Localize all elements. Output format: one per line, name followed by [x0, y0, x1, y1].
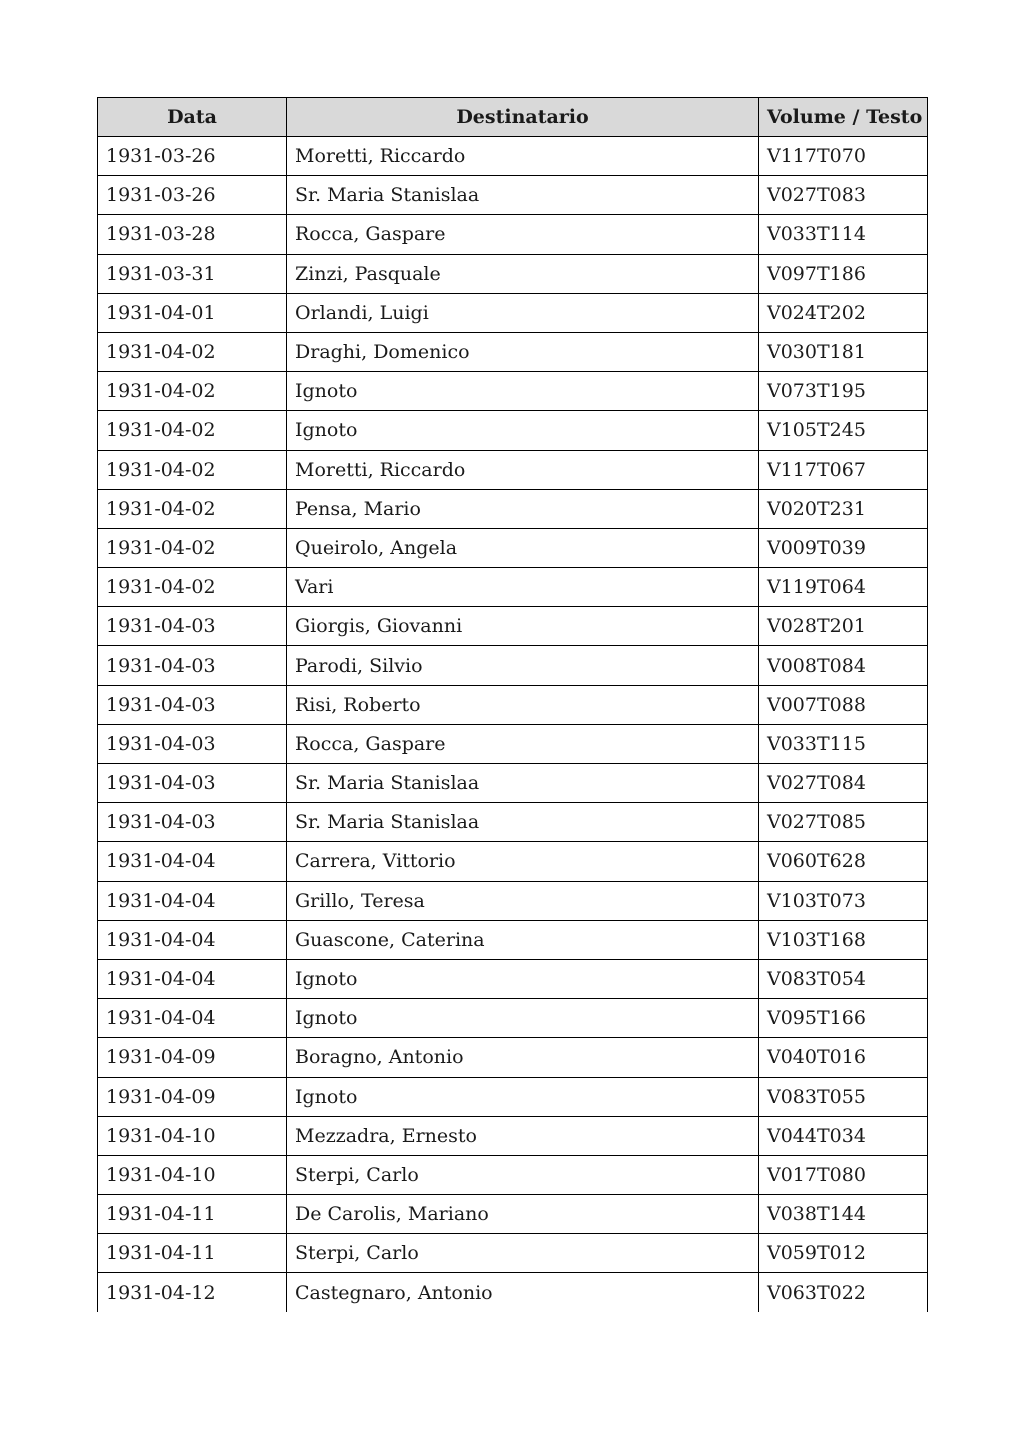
table-row	[98, 372, 928, 411]
cell-volume-text: V117T067	[759, 450, 928, 489]
table-row	[98, 215, 928, 254]
table-row	[98, 489, 928, 528]
table-row	[98, 999, 928, 1038]
header-volume-text: Volume / Testo	[759, 98, 928, 137]
cell-volume-text: V033T114	[759, 215, 928, 254]
table-row	[98, 764, 928, 803]
cell-date: 1931-04-02	[98, 489, 287, 528]
cell-volume-text: V024T202	[759, 293, 928, 332]
cell-volume-text: V060T628	[759, 842, 928, 881]
table-row	[98, 724, 928, 763]
table-row	[98, 293, 928, 332]
table-row	[98, 646, 928, 685]
cell-date: 1931-04-02	[98, 372, 287, 411]
cell-recipient: Sr. Maria Stanislaa	[287, 176, 759, 215]
table-row	[98, 1038, 928, 1077]
cell-date: 1931-04-03	[98, 764, 287, 803]
cell-volume-text: V027T083	[759, 176, 928, 215]
cell-date: 1931-03-31	[98, 254, 287, 293]
cell-volume-text: V020T231	[759, 489, 928, 528]
cell-recipient: Ignoto	[287, 372, 759, 411]
cell-recipient: Guascone, Caterina	[287, 920, 759, 959]
cell-date: 1931-04-02	[98, 450, 287, 489]
cell-date: 1931-04-03	[98, 646, 287, 685]
header-recipient: Destinatario	[287, 98, 759, 137]
cell-recipient: Parodi, Silvio	[287, 646, 759, 685]
cell-volume-text: V017T080	[759, 1155, 928, 1194]
cell-date: 1931-04-01	[98, 293, 287, 332]
cell-date: 1931-03-26	[98, 176, 287, 215]
cell-volume-text: V073T195	[759, 372, 928, 411]
cell-volume-text: V008T084	[759, 646, 928, 685]
cell-volume-text: V097T186	[759, 254, 928, 293]
table-row	[98, 1116, 928, 1155]
table-header	[98, 98, 928, 137]
cell-recipient: Vari	[287, 568, 759, 607]
cell-recipient: Zinzi, Pasquale	[287, 254, 759, 293]
cell-volume-text: V105T245	[759, 411, 928, 450]
cell-recipient: Draghi, Domenico	[287, 332, 759, 371]
cell-recipient: Ignoto	[287, 959, 759, 998]
table-row	[98, 881, 928, 920]
cell-date: 1931-03-28	[98, 215, 287, 254]
letters-table	[97, 97, 928, 1312]
cell-date: 1931-04-10	[98, 1116, 287, 1155]
table-row	[98, 411, 928, 450]
table-row	[98, 607, 928, 646]
cell-date: 1931-04-04	[98, 959, 287, 998]
table-row	[98, 1077, 928, 1116]
cell-recipient: Sterpi, Carlo	[287, 1234, 759, 1273]
table-row	[98, 1234, 928, 1273]
cell-date: 1931-04-11	[98, 1195, 287, 1234]
header-row	[98, 98, 928, 137]
table-row	[98, 137, 928, 176]
cell-recipient: Castegnaro, Antonio	[287, 1273, 759, 1312]
cell-volume-text: V033T115	[759, 724, 928, 763]
cell-date: 1931-04-04	[98, 881, 287, 920]
cell-recipient: De Carolis, Mariano	[287, 1195, 759, 1234]
cell-recipient: Orlandi, Luigi	[287, 293, 759, 332]
table-row	[98, 842, 928, 881]
cell-recipient: Ignoto	[287, 999, 759, 1038]
cell-recipient: Moretti, Riccardo	[287, 450, 759, 489]
cell-date: 1931-04-11	[98, 1234, 287, 1273]
cell-volume-text: V027T084	[759, 764, 928, 803]
table-row	[98, 920, 928, 959]
cell-volume-text: V027T085	[759, 803, 928, 842]
cell-recipient: Sr. Maria Stanislaa	[287, 803, 759, 842]
cell-recipient: Rocca, Gaspare	[287, 215, 759, 254]
cell-date: 1931-04-02	[98, 568, 287, 607]
cell-volume-text: V059T012	[759, 1234, 928, 1273]
cell-recipient: Risi, Roberto	[287, 685, 759, 724]
cell-volume-text: V117T070	[759, 137, 928, 176]
cell-recipient: Boragno, Antonio	[287, 1038, 759, 1077]
cell-recipient: Moretti, Riccardo	[287, 137, 759, 176]
cell-date: 1931-04-04	[98, 920, 287, 959]
cell-volume-text: V063T022	[759, 1273, 928, 1312]
cell-date: 1931-04-03	[98, 685, 287, 724]
cell-recipient: Giorgis, Giovanni	[287, 607, 759, 646]
cell-date: 1931-04-03	[98, 803, 287, 842]
cell-recipient: Sterpi, Carlo	[287, 1155, 759, 1194]
table-row	[98, 803, 928, 842]
cell-date: 1931-04-02	[98, 332, 287, 371]
cell-date: 1931-04-04	[98, 842, 287, 881]
table-row	[98, 1155, 928, 1194]
cell-recipient: Mezzadra, Ernesto	[287, 1116, 759, 1155]
cell-date: 1931-04-09	[98, 1038, 287, 1077]
table-row	[98, 1273, 928, 1312]
cell-date: 1931-04-10	[98, 1155, 287, 1194]
cell-date: 1931-03-26	[98, 137, 287, 176]
cell-recipient: Rocca, Gaspare	[287, 724, 759, 763]
table-row	[98, 450, 928, 489]
cell-volume-text: V119T064	[759, 568, 928, 607]
cell-volume-text: V009T039	[759, 528, 928, 567]
cell-volume-text: V040T016	[759, 1038, 928, 1077]
table-row	[98, 685, 928, 724]
cell-recipient: Ignoto	[287, 1077, 759, 1116]
table-row	[98, 528, 928, 567]
cell-volume-text: V103T073	[759, 881, 928, 920]
cell-volume-text: V030T181	[759, 332, 928, 371]
cell-recipient: Carrera, Vittorio	[287, 842, 759, 881]
table-row	[98, 254, 928, 293]
cell-volume-text: V103T168	[759, 920, 928, 959]
table-body	[98, 137, 928, 1313]
cell-recipient: Pensa, Mario	[287, 489, 759, 528]
cell-recipient: Queirolo, Angela	[287, 528, 759, 567]
cell-volume-text: V083T055	[759, 1077, 928, 1116]
cell-date: 1931-04-04	[98, 999, 287, 1038]
cell-recipient: Grillo, Teresa	[287, 881, 759, 920]
cell-volume-text: V028T201	[759, 607, 928, 646]
cell-volume-text: V044T034	[759, 1116, 928, 1155]
header-date: Data	[98, 98, 287, 137]
cell-volume-text: V038T144	[759, 1195, 928, 1234]
cell-date: 1931-04-03	[98, 607, 287, 646]
table-row	[98, 568, 928, 607]
cell-date: 1931-04-09	[98, 1077, 287, 1116]
cell-date: 1931-04-03	[98, 724, 287, 763]
table-row	[98, 176, 928, 215]
cell-volume-text: V095T166	[759, 999, 928, 1038]
cell-recipient: Ignoto	[287, 411, 759, 450]
cell-recipient: Sr. Maria Stanislaa	[287, 764, 759, 803]
cell-date: 1931-04-12	[98, 1273, 287, 1312]
table-row	[98, 1195, 928, 1234]
table-row	[98, 959, 928, 998]
cell-volume-text: V083T054	[759, 959, 928, 998]
cell-date: 1931-04-02	[98, 411, 287, 450]
cell-volume-text: V007T088	[759, 685, 928, 724]
table-row	[98, 332, 928, 371]
cell-date: 1931-04-02	[98, 528, 287, 567]
